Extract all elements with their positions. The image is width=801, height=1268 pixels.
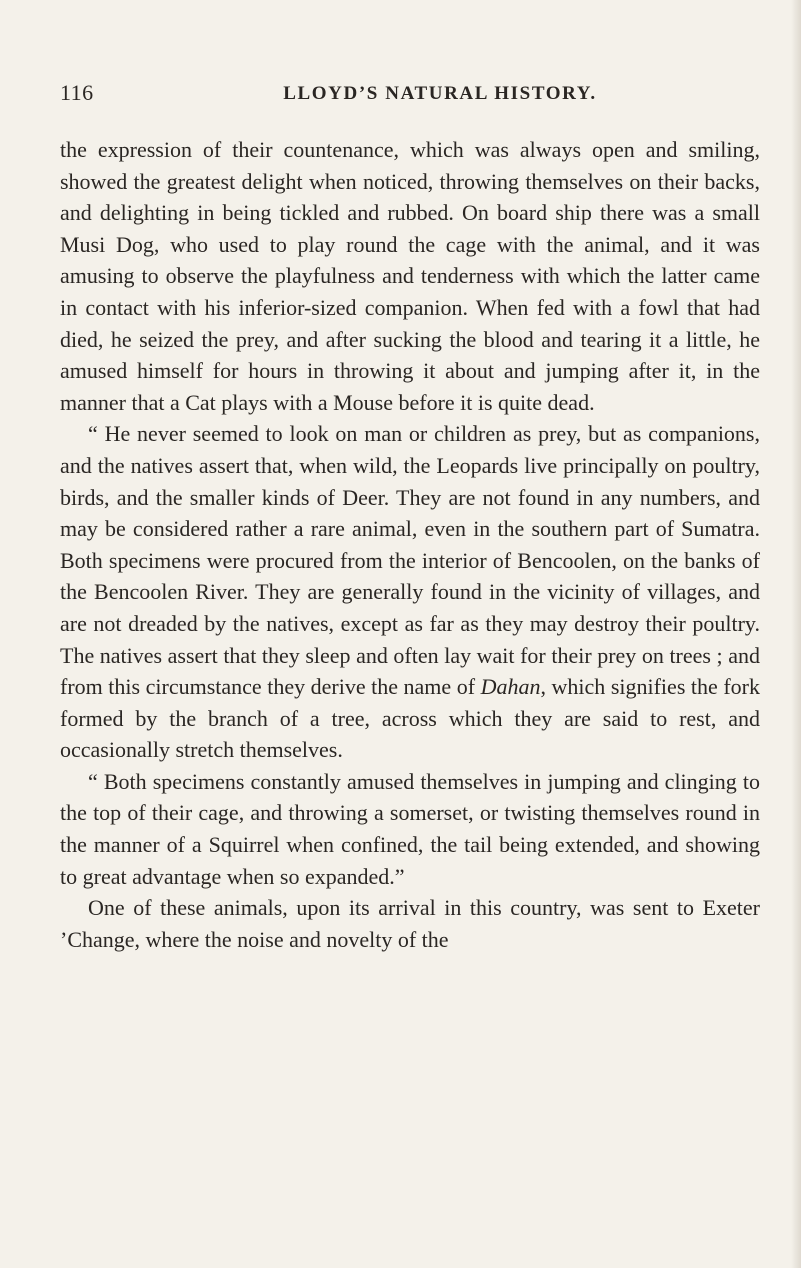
page-header bbox=[60, 80, 760, 110]
paragraph-4: One of these animals, upon its arrival in this country, was sent to Exeter ’Change, where the noise and novelty of the bbox=[60, 895, 760, 952]
paragraph-1: the expression of their countenance, which was always open and smiling, showed the greatest delight when noticed, throwing themselves on their backs, and delighting in being tickled and rubbed. On board ship there was a small Musi Dog, who used to play round the cage with the animal, and it was amusing to observe the playfulness and tenderness with which the latter came in contact with his inferior-sized companion. When fed with a fowl that had died, he seized the prey, and after sucking the blood and tearing it a little, he amused himself for hours in throwing it about and jumping after it, in the manner that a Cat plays with a Mouse before it is quite dead. bbox=[60, 137, 760, 415]
page-edge-shadow bbox=[791, 0, 801, 1268]
paragraph-2-text-before: “ He never seemed to look on man or children as prey, but as companions, and the natives assert that, when wild, the Leopards live principally on poultry, birds, and the smaller kinds of Deer. They are not found in any numbers, and may be considered rather a rare animal, even in the southern part of Sumatra. Both specimens were procured from the interior of Bencoolen, on the banks of the Bencoolen River. They are generally found in the vicinity of villages, and are not dreaded by the natives, except as far as they may destroy their poultry. The natives assert that they sleep and often lay wait for their prey on trees ; and from this circumstance they derive the name of bbox=[60, 421, 760, 700]
paragraph-2-text-after: , which signifies the fork formed by the branch of a tree, across which they are said to rest, and occasionally stretch themselves. bbox=[60, 674, 760, 763]
paragraph-3: “ Both specimens constantly amused themselves in jumping and clinging to the top of their cage, and throwing a somerset, or twisting themselves round in the manner of a Squirrel when confined, the tail being extended, and showing to great advantage when so expanded.” bbox=[60, 768, 760, 889]
italic-term-dahan: Dahan bbox=[480, 674, 541, 700]
page-number: 116 bbox=[60, 80, 94, 105]
body-text bbox=[60, 134, 760, 955]
paragraph-2 bbox=[60, 418, 760, 766]
running-title: LLOYD’S NATURAL HISTORY. bbox=[283, 83, 597, 104]
